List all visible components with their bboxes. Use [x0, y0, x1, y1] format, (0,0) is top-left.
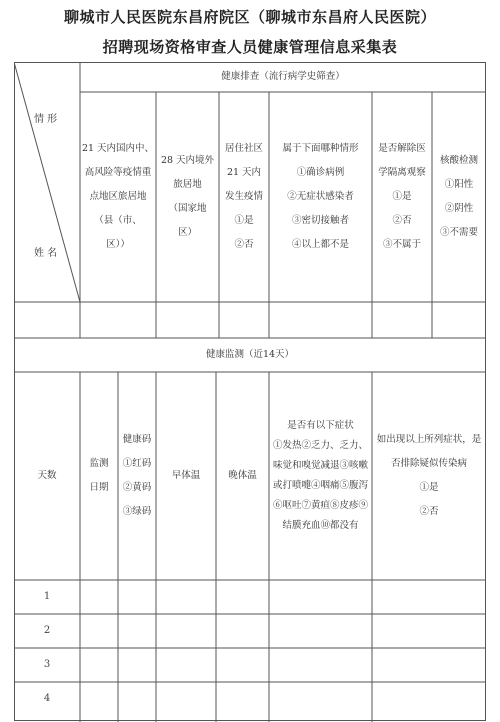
col1-line: 21 天内国内中、 [81, 143, 155, 154]
symptoms-line: ⑥呕吐⑦黄疸⑧皮疹⑨ [272, 500, 368, 511]
col4-line: ③密切接触者 [291, 215, 349, 226]
code-col-line: ②黄码 [122, 482, 152, 493]
col-case-category [269, 92, 372, 302]
col1-line: （县（市、 [94, 215, 142, 226]
monitoring-header [14, 338, 486, 372]
col-monitor-date [80, 372, 118, 580]
days-label: 天数 [37, 470, 57, 481]
col-days [14, 372, 80, 580]
exclusion-line: 否排除疑似传染病 [390, 458, 467, 469]
monitoring-header-text: 健康监测（近14天） [205, 349, 295, 360]
screening-header [80, 62, 486, 92]
col1-line: 区）） [106, 239, 130, 250]
form-table [14, 62, 486, 722]
screening-header-text: 健康排查（流行病学史筛查） [221, 71, 345, 82]
col3-line: 发生疫情 [224, 191, 263, 202]
evening-temp-label: 晚体温 [228, 470, 257, 481]
col5-line: ③不属于 [382, 239, 421, 250]
morning-temp-label: 早体温 [171, 470, 201, 481]
col6-line: ③不需要 [439, 227, 478, 238]
col2-line: 旅居地 [173, 179, 202, 190]
col-morning-temp [156, 372, 216, 580]
col1-line: 点地区旅居地 [89, 191, 147, 202]
col3-line: ②否 [234, 239, 254, 250]
exclusion-line: ①是 [419, 482, 439, 493]
col2-line: 28 天内境外 [160, 155, 215, 166]
symptoms-line: 结膜充血⑩都没有 [282, 520, 359, 531]
code-col-line: ①红码 [122, 458, 152, 469]
col-community-outbreak [219, 92, 269, 302]
col4-line: ②无症状感染者 [287, 191, 354, 202]
col4-line: 属于下面哪种情形 [282, 143, 359, 154]
symptoms-line: 或打喷嚏④咽痛⑤腹泻 [272, 480, 368, 491]
col5-line: ②否 [392, 215, 412, 226]
code-col-line: 健康码 [122, 434, 152, 445]
col6-line: 核酸检测 [439, 155, 478, 166]
code-col-line: ③绿码 [122, 506, 152, 517]
col5-line: 是否解除医 [378, 143, 426, 154]
day-row-number: 1 [43, 591, 51, 602]
col-domestic-risk-area [80, 92, 156, 302]
col3-line: 居住社区 [224, 143, 263, 154]
exclusion-line: ②否 [419, 506, 439, 517]
diag-label-name: 姓 名 [34, 248, 58, 259]
day-row-number: 2 [43, 625, 51, 636]
col-infection-excluded [372, 372, 486, 580]
col6-line: ①阳性 [444, 179, 474, 190]
date-col-line: 监测 [89, 458, 109, 469]
col-quarantine-released [372, 92, 432, 302]
date-col-line: 日期 [89, 482, 109, 493]
symptoms-line: ①发热②乏力、乏力、 [272, 440, 368, 451]
col-overseas-travel [156, 92, 219, 302]
col5-line: ①是 [392, 191, 412, 202]
col1-line: 高风险等疫情重 [84, 167, 152, 178]
col-health-code [118, 372, 156, 580]
col3-line: 21 天内 [226, 167, 262, 178]
col-nucleic-acid-test [432, 92, 486, 302]
col3-line: ①是 [234, 215, 254, 226]
col-symptoms [269, 372, 372, 580]
col-evening-temp [216, 372, 269, 580]
col6-line: ②阴性 [444, 203, 474, 214]
day-row-number: 4 [43, 693, 51, 704]
form-title-line2: 招聘现场资格审查人员健康管理信息采集表 [102, 38, 398, 56]
form-title-line1: 聊城市人民医院东昌府院区（聊城市东昌府人民医院） [63, 8, 436, 26]
day-row-number: 3 [43, 659, 51, 670]
symptoms-line: 是否有以下症状 [287, 420, 354, 431]
diag-label-situation: 情 形 [34, 114, 58, 125]
col2-line: （国家地 [168, 203, 207, 214]
col2-line: 区） [177, 227, 197, 238]
col4-line: ④以上都不是 [291, 239, 349, 250]
symptoms-line: 味觉和嗅觉减退③咳嗽 [272, 460, 368, 471]
col4-line: ①确诊病例 [296, 167, 345, 178]
col5-line: 学隔离观察 [378, 167, 426, 178]
exclusion-line: 如出现以上所列症状，是 [376, 434, 482, 445]
